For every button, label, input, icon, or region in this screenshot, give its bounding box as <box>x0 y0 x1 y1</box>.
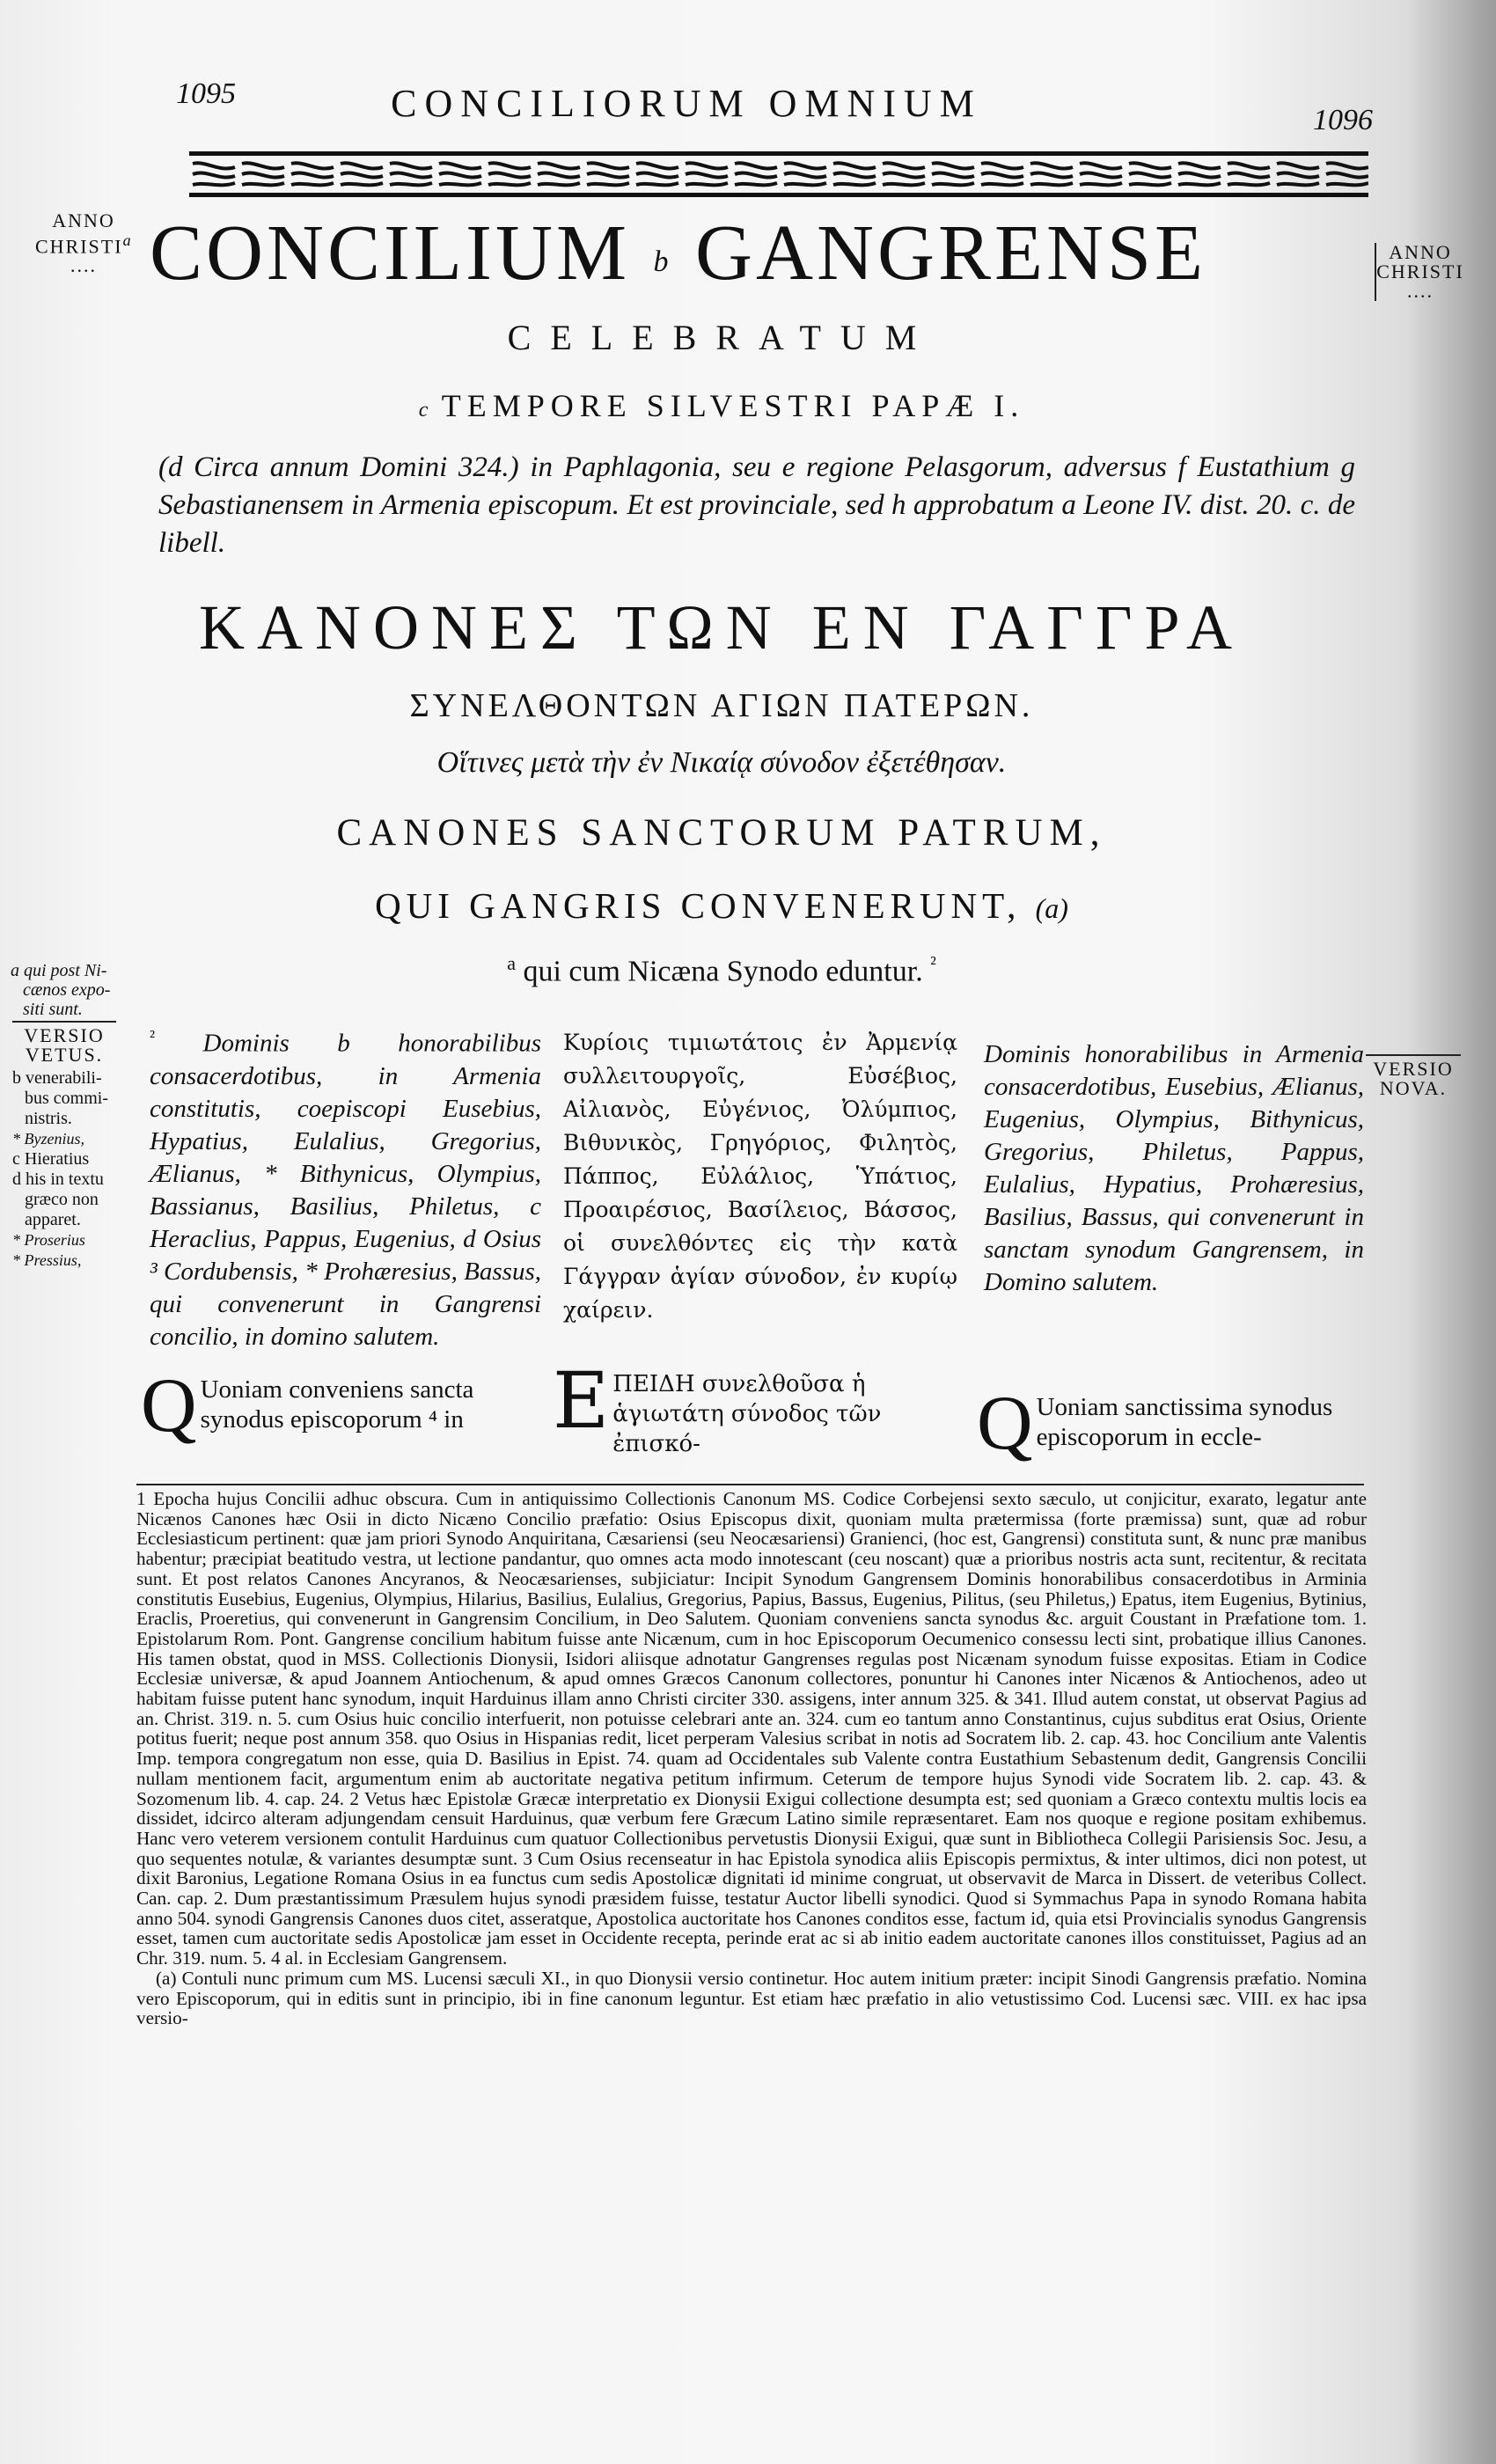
ornament-unit <box>439 163 481 185</box>
nicaena-text: qui cum Nicæna Synodo eduntur. <box>523 955 923 988</box>
opening-right <box>977 1381 1368 1466</box>
margin-note-line: cænos expo- <box>23 980 111 1000</box>
ornament-unit <box>1228 163 1270 185</box>
ornament-unit <box>833 163 876 185</box>
ornament-unit <box>1030 163 1073 185</box>
tempore-line <box>88 387 1355 424</box>
christi-label-right: CHRISTI <box>1376 260 1464 282</box>
year-dots-right: .... <box>1407 280 1434 302</box>
variant-line: bus commi- <box>25 1089 108 1108</box>
ornament-unit <box>883 163 925 185</box>
variant-line: * Pressius, <box>12 1251 82 1269</box>
title-word-concilium: CONCILIUM <box>150 209 630 297</box>
variant-line: * Proserius <box>12 1231 85 1249</box>
column-greek: Κυρίοις τιμιωτάτοις ἐν Ἀρμενίᾳ συλλειτουργοῖς, Εὐσέβιος, Αἰλιανὸς, Εὐγένιος, Ὀλύμπιος, Βιθυνικὸς, Γρηγόριος, Φιλητὸς, Πάππος, Εὐλάλιος, Ὑπάτιος, Προαιρέσιος, Βασίλειος, Βάσσος, οἱ συνελθόντες εἰς τὴν κατὰ Γάγγραν ἁγίαν σύνοδον, ἐν κυρίῳ χαίρειν. <box>563 1030 957 1323</box>
nicaena-mark: a <box>507 952 516 974</box>
christi-label: CHRISTI$^a$ <box>35 231 133 258</box>
variant-line: d his in textu <box>12 1170 104 1189</box>
dropcap-right: Q <box>977 1381 1033 1466</box>
ornament-unit <box>981 163 1023 185</box>
ornament-unit <box>341 163 383 185</box>
variant-line: * Byzenius, <box>12 1130 84 1148</box>
greek-title: ΚΑΝΟΝΕΣ ΤΩΝ ΕΝ ΓΑΓΓΡΑ <box>199 592 1244 663</box>
versio-label-right: VERSIO <box>1373 1058 1454 1080</box>
greek-subtitle: ΣΥΝΕΛΘΟΝΤΩΝ ΑΓΙΩΝ ΠΑΤΕΡΩΝ. <box>409 687 1034 724</box>
vetus-label: VETUS. <box>25 1044 104 1066</box>
ornament-unit <box>1129 163 1171 185</box>
variant-line: b venerabili- <box>12 1068 102 1088</box>
greek-line: Οἵτινες μετὰ τὴν ἐν Νικαίᾳ σύνοδον ἐξετέθησαν. <box>436 746 1007 779</box>
variant-readings <box>12 1068 121 1271</box>
nova-label: NOVA. <box>1379 1077 1448 1099</box>
ornament-unit <box>932 163 974 185</box>
qui-title-text: QUI GANGRIS CONVENERUNT, <box>375 885 1022 926</box>
ornament-unit <box>1080 163 1122 185</box>
tempore-mark: c <box>418 399 429 422</box>
title-word-gangrense: GANGRENSE <box>695 209 1207 297</box>
variant-line: nistris. <box>25 1109 72 1128</box>
col-left-text: Dominis b honorabilibus consacerdotibus, in Armenia constitutis, coepiscopi Eusebius, Hypatius, Eulalius, Gregorius, Ælianus, * Bithynicus, Olympius, Bassianus, Basilius, Philetus, c Heraclius, Pappus, Eugenius, d Osius ³ Cordubensis, * Prohæresius, Bassus, qui convenerunt in Gangrensi concilio, in domino salutem. <box>150 1029 542 1351</box>
ornament-unit <box>1277 163 1319 185</box>
page-number-right: 1096 <box>1313 104 1373 136</box>
margin-note-line: siti sunt. <box>23 1000 83 1019</box>
ornament-unit <box>242 163 284 185</box>
page-number-left: 1095 <box>176 77 236 110</box>
qui-gangris-title <box>88 884 1355 927</box>
running-title: CONCILIORUM OMNIUM <box>391 82 982 125</box>
date-place-note: (d Circa annum Domini 324.) in Paphlagonia, seu e regione Pelasgorum, adversus f Eustathium g Sebastianensem in Armenia episcopum. Et est provinciale, sed h approbatum a Leone IV. dist. 20. c. de libell. <box>158 451 1355 559</box>
year-dots: .... <box>70 254 97 277</box>
ornament-unit <box>636 163 678 185</box>
ornament-band <box>189 151 1368 197</box>
ornament-unit <box>1178 163 1221 185</box>
ornament-unit <box>587 163 629 185</box>
versio-nova-label <box>1366 1054 1461 1098</box>
margin-note-line: a qui post Ni- <box>11 961 107 980</box>
celebratum-line: CELEBRATUM <box>507 318 936 357</box>
versio-label: VERSIO <box>24 1024 105 1046</box>
variant-line: c Hieratius <box>12 1149 90 1169</box>
canones-title: CANONES SANCTORUM PATRUM, <box>336 812 1107 854</box>
council-title <box>150 209 1399 297</box>
ornament-unit <box>538 163 580 185</box>
ornament-unit <box>735 163 777 185</box>
opening-middle <box>553 1355 966 1459</box>
variant-line: græco non <box>25 1190 99 1209</box>
nicaena-end-mark: ² <box>930 952 936 974</box>
anno-label: ANNO <box>52 209 115 231</box>
opening-right-text: Uoniam sanctissima synodus episcoporum in eccle- <box>1036 1393 1333 1451</box>
margin-note-post-nicaenos <box>11 961 116 1019</box>
ornament-unit <box>193 163 235 185</box>
dropcap-middle: Ε <box>553 1355 610 1446</box>
ornament-unit <box>390 163 432 185</box>
footnote-rule <box>136 1484 1364 1485</box>
versio-vetus-label <box>12 1021 116 1065</box>
ornament-unit <box>1326 163 1368 185</box>
ornament-unit <box>784 163 826 185</box>
col-left-mark: ² <box>150 1027 155 1046</box>
column-versio-vetus <box>150 1021 541 1353</box>
footnotes <box>136 1489 1367 2028</box>
opening-left-text: Uoniam conveniens sancta synodus episcoporum ⁴ in <box>200 1375 474 1434</box>
anno-christi-right <box>1375 243 1464 301</box>
ornament-unit <box>686 163 728 185</box>
dropcap-left: Q <box>141 1363 197 1448</box>
footnote-block: 1 Epocha hujus Concilii adhuc obscura. Cum in antiquissimo Collectionis Canonum MS. Codice Corbejensi sexto sæculo, ut conjicitur, exarato, legatur ante Nicænos Canones hæc Osii in dicto Nicæno Concilio præfatio: Osius Episcopus dixit, quoniam multa prætermissa (forte præmissa) sunt, quæ ad robur Ecclesiasticum pertinent: quæ jam priori Synodo Anquiritana, Cæsariensi (seu Neocæsariensi) Granienci, (hoc est, Gangrensi) constituta sunt, & nunc præ manibus habentur; præcipiat beatitudo vestra, ut lectione pandantur, quo omnes acta modo innotescant (ceu noscant) quæ a prioribus nostris acta sunt, recitentur, & recitata sunt. Et post relatos Canones Ancyranos, & Neocæsarienses, subjiciatur: Incipit Synodum Gangrensem Dominis honorabilibus consacerdotibus in Arminia constitutis Eusebius, Eugenius, Olympius, Hilarius, Basilius, Eulalius, Gregorius, Papius, Bassus, Eugenius, Pilitus, (seu Philetus,) Epatus, item Eugenius, Bytinius, Eraclis, Proeretius, qui convenerunt in Gangrensim Concilium, in Deo Salutem. Quoniam conveniens sancta synodus &c. arguit Coustant in Præfatione tom. 1. Epistolarum Rom. Pont. Gangrense concilium habitum fuisse ante Nicænum, cum in hoc Episcoporum Oecumenico consessu lecti sint, probatique illius Canones. His tamen obstat, quod in MSS. Collectionis Dionysii, Isidori aliisque adnotatur Gangrenses regulas post Nicænam synodum fuisse expositas. Etiam in Codice Ecclesiæ universæ, & apud Joannem Antiochenum, & apud omnes Græcos Canonum collectores, ponuntur hi Canones inter Nicænos & Antiochenos, adeo ut habitam fuisse putent hanc synodum, inquit Harduinus illam anno Christi circiter 330. assigens, inter annum 325. & 341. Illud autem constat, ut observat Pagius ad an. Christ. 319. n. 5. cum Osius huic concilio interfuerit, non potuisse celebrari ante an. 324. cum eo tantum anno Constantinus, cujus subditus erat Osius, Oriente potitus fuerit; neque post annum 358. quo Osius in Hispanias redit, licet perperam Valesius scribat in notis ad Socratem lib. 2. cap. 43. hoc Concilium ante Valentis Imp. tempora congregatum non esse, quia D. Basilius in Epist. 74. quam ad Occidentales sub Valente contra Eustathium Sebastenum dedit, Gangrensis Concilii nullam mentionem facit, argumentum enim ab auctoritate negativa petitum infirmum. Ceterum de tempore hujus Synodi vide Socratem lib. 2. cap. 43. & Sozomenum lib. 4. cap. 24. 2 Vetus hæc Epistolæ Græcæ interpretatio ex Dionysii Exigui collectione desumpta est; sed quoniam a Græco contextu multis locis ea dissidet, idcirco alteram adjungendam censuit Harduinus, quæ verbum fere Græcum Latino simile repræsentaret. Eam nos quoque e regione positam exhibemus. Hanc vero veterem versionem contulit Harduinus cum quatuor Collectionibus pervetustis Dionysii Exigui, quæ sunt in Bibliotheca Collegii Parisiensis Soc. Jesu, a quo sequentes notulæ, & variantes desumptæ sunt. 3 Cum Osius recenseatur in hac Epistola synodica aliis Episcopis permixtus, & inter ultimos, dici non potest, ut dixit Baronius, Legatione Romana Osius in ea functus cum sedis Apostolicæ dignitati id minime congruat, ut observavit de Marca in Dissert. de veteribus Collect. Can. cap. 2. Dum præstantissimum Præsulem hujus synodi præsidem fuisse, testatur Auctor libelli synodici. Quod si Symmachus Papa in synodo Romana habita anno 504. synodi Gangrensis Canones duos citet, asseratque, Apostolica auctoritate hos Canones conditos esse, factum id, quia etsi Provincialis synodus Gangrensis esset, tamen cum auctoritate sedis Apostolicæ jam esset in Occidente recepta, perinde erat ac si ab initio eadem auctoritate canones illos constituisset, Pagius ad an Chr. 319. num. 5. 4 al. in Ecclesiam Gangrensem. <box>136 1488 1367 1969</box>
ornament-unit <box>291 163 334 185</box>
anno-label-right: ANNO <box>1389 241 1452 263</box>
opening-left <box>141 1363 541 1448</box>
ornament-unit <box>488 163 531 185</box>
tempore-text: TEMPORE SILVESTRI PAPÆ I. <box>441 388 1025 423</box>
variant-line: apparet. <box>25 1210 81 1229</box>
footnote-block-a: (a) Contuli nunc primum cum MS. Lucensi sæculi XI., in quo Dionysii versio continetur. Hoc autem initium præter: incipit Sinodi Gangrensis præfatio. Nomina vero Episcoporum, qui in editis sunt in principio, ibi in fine canonum leguntur. Est etiam hæc præfatio in alio vetustissimo Cod. Lucensi sæc. VIII. ex hac ipsa versio- <box>136 1967 1367 2029</box>
column-versio-nova: Dominis honorabilibus in Armenia consacerdotibus, Eusebius, Ælianus, Eugenius, Olympius, Bithynicus, Gregorius, Philetus, Pappus, Eulalius, Hypatius, Prohæresius, Basilius, Bassus, qui convenerunt in sanctam synodum Gangrensem, in Domino salutem. <box>984 1040 1364 1296</box>
nicaena-line <box>88 952 1355 988</box>
qui-title-mark: (a) <box>1035 892 1068 924</box>
opening-middle-text: ΠΕΙΔΗ συνελθοῦσα ἡ ἁγιωτάτη σύνοδος τῶν ἐπισκό- <box>612 1371 882 1457</box>
title-mark: b <box>653 246 672 278</box>
anno-christi-left <box>35 211 132 275</box>
